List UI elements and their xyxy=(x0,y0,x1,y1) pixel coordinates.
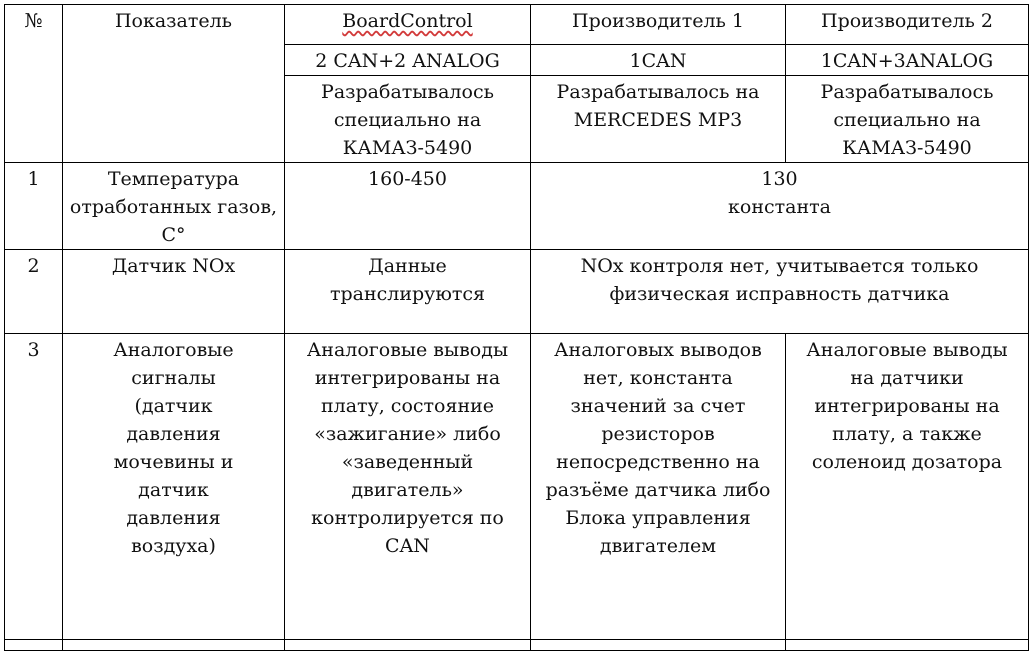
producer-2-value: Аналоговые выводы на датчики интегрированы на плату, а также соленоид дозатора xyxy=(786,334,1029,640)
board-value: 160-450 xyxy=(285,163,531,250)
producer-2-dev: Разрабатывалось специально на КАМАЗ-5490 xyxy=(786,76,1029,163)
tail-cell xyxy=(63,640,285,651)
row-indicator: Температура отработанных газов, С° xyxy=(63,163,285,250)
header-num: № xyxy=(5,5,63,163)
tail-cell xyxy=(531,640,786,651)
tail-cell xyxy=(786,640,1029,651)
producer-1-value: Аналоговых выводов нет, константа значений за счет резисторов непосредственно на разъёме датчика либо Блока управления двигателем xyxy=(531,334,786,640)
row-num: 1 xyxy=(5,163,63,250)
producer-1-dev: Разрабатывалось на MERCEDES MP3 xyxy=(531,76,786,163)
others-value: NOx контроля нет, учитывается только физическая исправность датчика xyxy=(531,250,1029,334)
row-indicator: Датчик NOx xyxy=(63,250,285,334)
others-value-line: константа xyxy=(728,196,831,218)
board-value: Аналоговые выводы интегрированы на плату, состояние «зажигание» либо «заведенный двигатель» контролируется по CAN xyxy=(285,334,531,640)
comparison-table xyxy=(4,4,1029,651)
header-indicator: Показатель xyxy=(63,5,285,163)
row-indicator: Аналоговые сигналы (датчик давления мочевины и датчик давления воздуха) xyxy=(63,334,285,640)
table-row xyxy=(5,250,1029,334)
board-dev: Разрабатывалось специально на КАМАЗ-5490 xyxy=(285,76,531,163)
producer-1-io: 1CAN xyxy=(531,45,786,76)
row-num: 2 xyxy=(5,250,63,334)
tail-cell xyxy=(5,640,63,651)
tail-cell xyxy=(285,640,531,651)
others-value-line: 130 xyxy=(761,168,798,190)
header-row xyxy=(5,5,1029,45)
board-value: Данные транслируются xyxy=(285,250,531,334)
header-producer-2: Производитель 2 xyxy=(786,5,1029,45)
others-value xyxy=(531,163,1029,250)
boardcontrol-label: BoardControl xyxy=(342,10,473,32)
table-tail xyxy=(5,640,1029,651)
producer-2-io: 1CAN+3ANALOG xyxy=(786,45,1029,76)
header-boardcontrol xyxy=(285,5,531,45)
table-row xyxy=(5,163,1029,250)
table-row xyxy=(5,334,1029,640)
row-num: 3 xyxy=(5,334,63,640)
board-io: 2 CAN+2 ANALOG xyxy=(285,45,531,76)
header-producer-1: Производитель 1 xyxy=(531,5,786,45)
